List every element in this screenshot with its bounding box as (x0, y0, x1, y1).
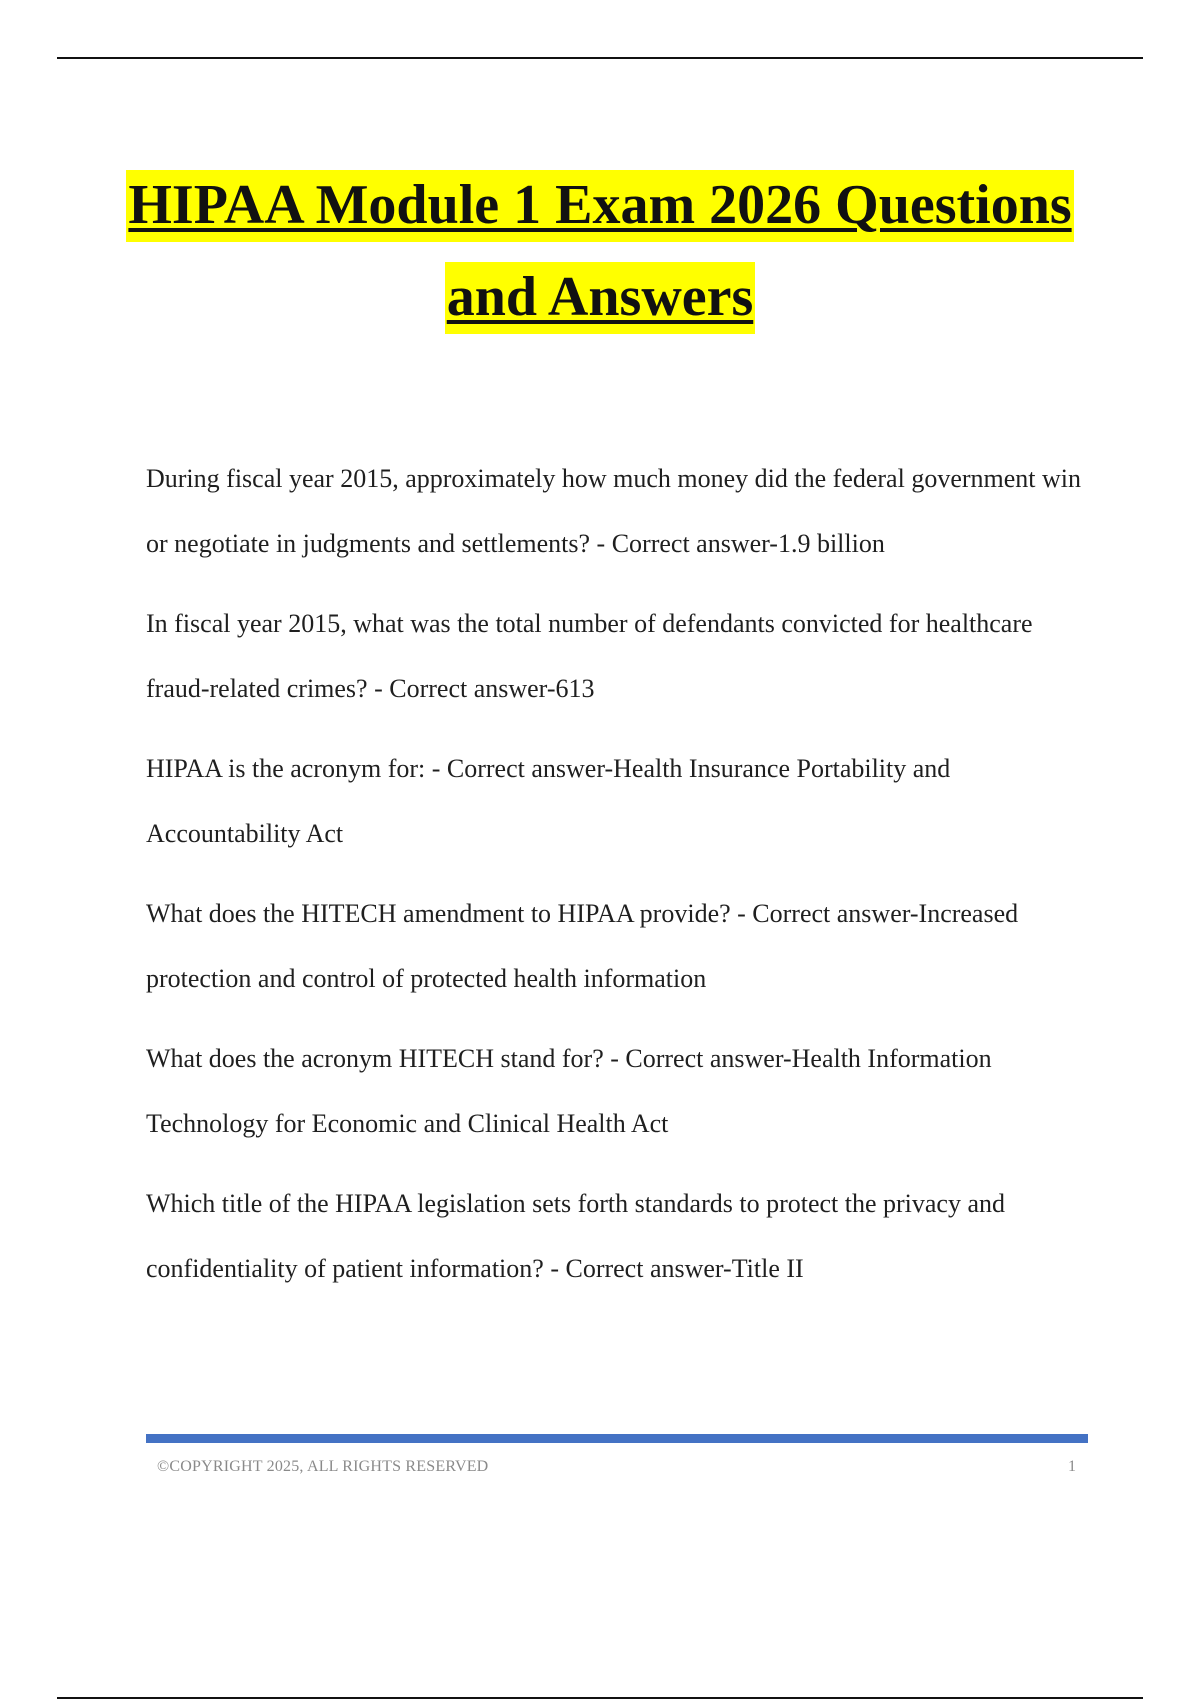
bottom-rule (57, 1697, 1143, 1699)
qa-item: During fiscal year 2015, approximately how much money did the federal government win or negotiate in judgments and settlements? - Correct answer-1.9 billion (146, 464, 1082, 558)
top-rule (57, 57, 1143, 59)
qa-item: In fiscal year 2015, what was the total number of defendants convicted for healthcare fraud-related crimes? - Correct answer-613 (146, 609, 1033, 703)
qa-item: What does the acronym HITECH stand for? - Correct answer-Health Information Technology for Economic and Clinical Health Act (146, 1044, 992, 1138)
title-line-2: and Answers (445, 262, 756, 334)
footer-divider (146, 1434, 1088, 1443)
qa-list (146, 447, 1096, 1317)
title-line-1: HIPAA Module 1 Exam 2026 Questions (126, 170, 1073, 242)
document-title (0, 170, 1200, 334)
qa-item: Which title of the HIPAA legislation sets forth standards to protect the privacy and confidentiality of patient information? - Correct answer-Title II (146, 1189, 1006, 1283)
footer-copyright: ©COPYRIGHT 2025, ALL RIGHTS RESERVED (157, 1458, 489, 1475)
page-number: 1 (1068, 1458, 1076, 1475)
qa-item: HIPAA is the acronym for: - Correct answer-Health Insurance Portability and Accountability Act (146, 754, 951, 848)
qa-item: What does the HITECH amendment to HIPAA provide? - Correct answer-Increased protection and control of protected health information (146, 899, 1019, 993)
